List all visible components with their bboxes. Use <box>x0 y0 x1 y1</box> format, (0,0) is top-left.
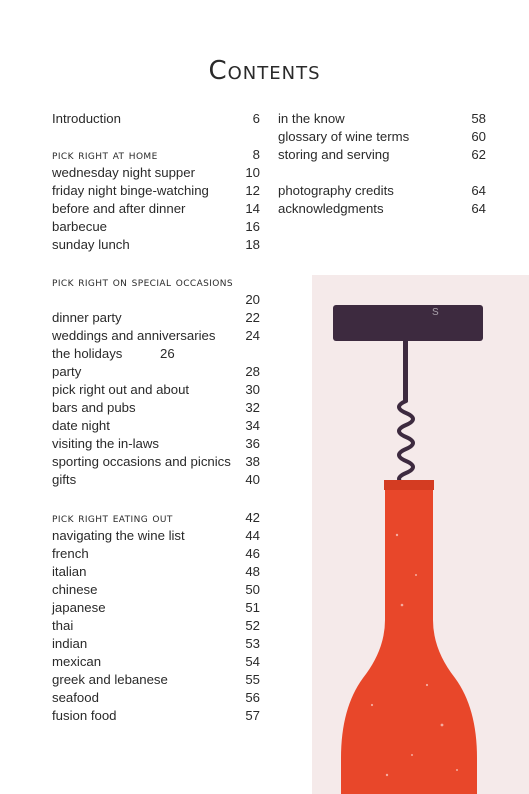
toc-entry-title: before and after dinner <box>52 201 186 216</box>
toc-entry-title: navigating the wine list <box>52 528 185 543</box>
toc-entry-title: glossary of wine terms <box>278 129 410 144</box>
toc-page-number: 26 <box>160 346 175 361</box>
toc-entry-title: greek and lebanese <box>52 672 168 687</box>
toc-page-number: 46 <box>245 546 260 561</box>
toc-page-number: 18 <box>245 237 260 252</box>
toc-page-number: 14 <box>245 201 260 216</box>
toc-page-number: 54 <box>245 654 260 669</box>
toc-entry-title: photography credits <box>278 183 394 198</box>
toc-entry-title: mexican <box>52 654 102 669</box>
toc-page-number: 64 <box>471 201 486 216</box>
toc-entry-title: weddings and anniversaries <box>52 328 216 343</box>
toc-page-number: 60 <box>471 129 486 144</box>
toc-page-number: 22 <box>245 310 260 325</box>
page-title: Contents <box>208 56 321 86</box>
toc-page-number: 53 <box>245 636 260 651</box>
toc-page-number: 12 <box>245 183 260 198</box>
toc-entry-title: date night <box>52 418 110 433</box>
watermark-mark: S <box>432 307 439 318</box>
toc-entry-title: the holidays <box>52 346 123 361</box>
toc-entry-title: gifts <box>52 472 77 487</box>
toc-page-number: 48 <box>245 564 260 579</box>
toc-page-number: 24 <box>245 328 260 343</box>
toc-page-number: 16 <box>245 219 260 234</box>
toc-page-number: 62 <box>471 147 486 162</box>
toc-entry-title: friday night binge-watching <box>52 183 209 198</box>
toc-entry-title: pick right out and about <box>52 382 190 397</box>
toc-entry-title: chinese <box>52 582 98 597</box>
toc-page-number: 28 <box>245 364 260 379</box>
toc-entry-title: french <box>52 546 89 561</box>
toc-page-number: 6 <box>252 111 260 126</box>
toc-page-number: 42 <box>245 510 260 525</box>
toc-entry-title: Introduction <box>52 111 121 126</box>
toc-page-number: 44 <box>245 528 260 543</box>
toc-entry-title: japanese <box>52 600 106 615</box>
toc-section-heading: pick right on special occasions <box>52 274 234 289</box>
toc-entry-title: party <box>52 364 82 379</box>
toc-page-number: 55 <box>245 672 260 687</box>
toc-page-number: 58 <box>471 111 486 126</box>
toc-entry-title: sunday lunch <box>52 237 130 252</box>
toc-page-number: 52 <box>245 618 260 633</box>
toc-page-number: 57 <box>245 708 260 723</box>
toc-page-number: 8 <box>252 147 260 162</box>
toc-entry-title: visiting the in-laws <box>52 436 160 451</box>
toc-entry-title: sporting occasions and picnics <box>52 454 231 469</box>
corkscrew-handle <box>333 305 483 341</box>
toc-entry-title: storing and serving <box>278 147 390 162</box>
toc-section-heading: pick right at home <box>52 147 158 162</box>
corkscrew-shaft <box>403 341 408 401</box>
toc-page-number: 34 <box>245 418 260 433</box>
toc-entry-title: bars and pubs <box>52 400 136 415</box>
toc-entry-title: in the know <box>278 111 345 126</box>
toc-section-heading: pick right eating out <box>52 510 173 525</box>
toc-entry-title: acknowledgments <box>278 201 384 216</box>
toc-page-number: 32 <box>245 400 260 415</box>
toc-entry-title: fusion food <box>52 708 117 723</box>
corkscrew-bottle-illustration <box>312 275 529 794</box>
toc-page-number: 56 <box>245 690 260 705</box>
toc-entry-title: dinner party <box>52 310 122 325</box>
toc-entry-title: wednesday night supper <box>52 165 195 180</box>
toc-page-number: 20 <box>245 292 260 307</box>
toc-page-number: 38 <box>245 454 260 469</box>
toc-page-number: 10 <box>245 165 260 180</box>
toc-entry-title: barbecue <box>52 219 107 234</box>
toc-page-number: 64 <box>471 183 486 198</box>
toc-page-number: 36 <box>245 436 260 451</box>
toc-page-number: 40 <box>245 472 260 487</box>
toc-page-number: 30 <box>245 382 260 397</box>
toc-entry-title: thai <box>52 618 74 633</box>
toc-entry-title: italian <box>52 564 87 579</box>
toc-entry-title: indian <box>52 636 88 651</box>
toc-page-number: 51 <box>245 600 260 615</box>
toc-page-number: 50 <box>245 582 260 597</box>
toc-entry-title: seafood <box>52 690 99 705</box>
